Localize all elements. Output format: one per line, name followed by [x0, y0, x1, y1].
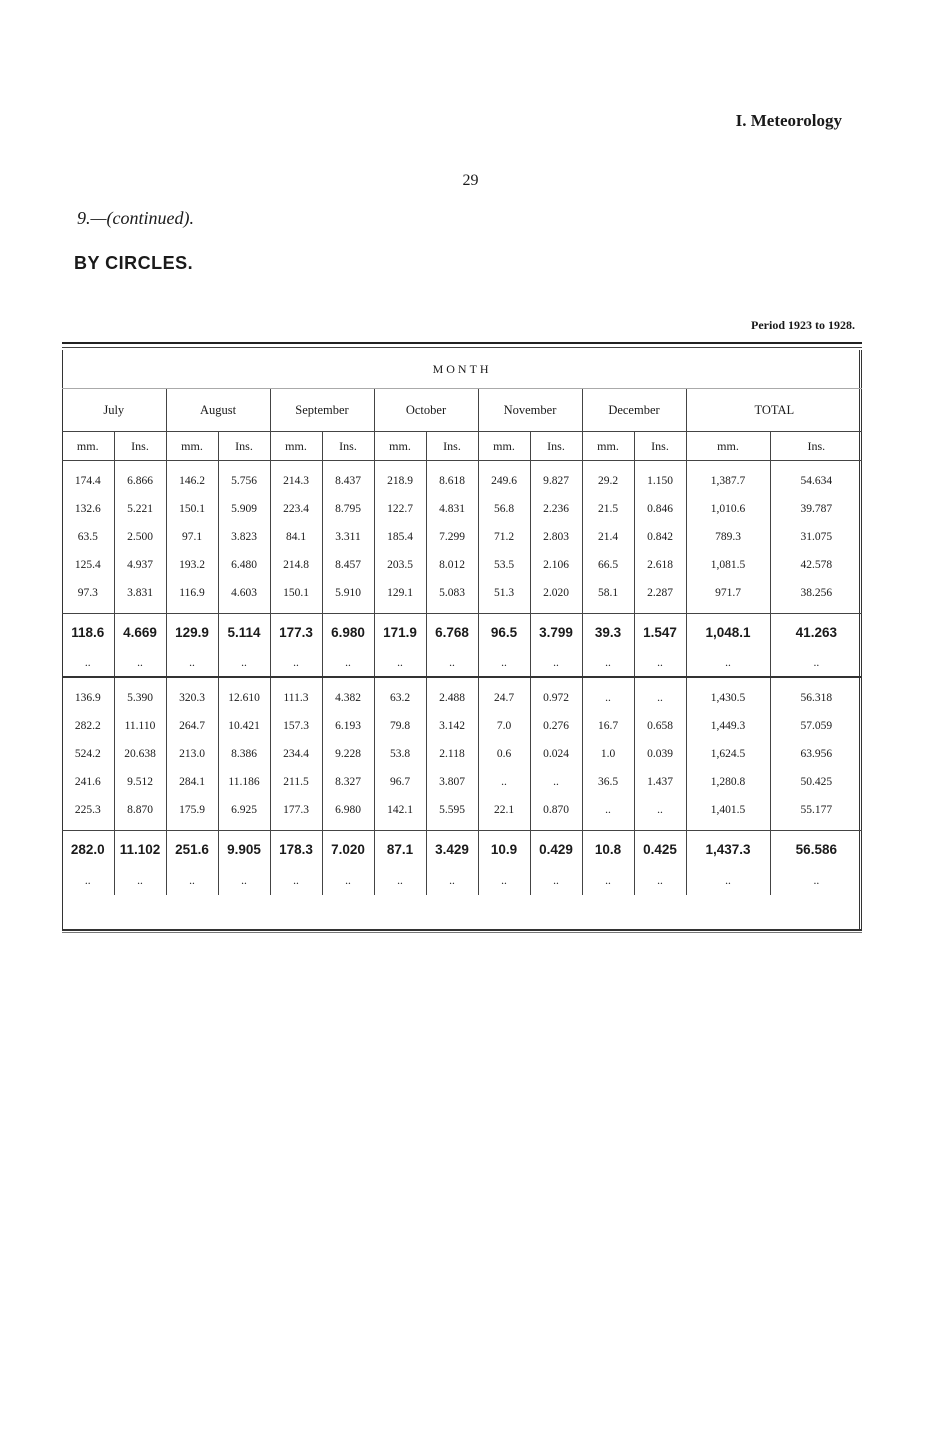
table-cell: 3.142	[426, 712, 478, 740]
table-cell: 21.4	[582, 523, 634, 551]
table-cell: 58.1	[582, 579, 634, 607]
table-cell: ..	[634, 796, 686, 824]
table-cell: ..	[322, 867, 374, 895]
table-cell: 29.2	[582, 467, 634, 495]
spacer-cell	[270, 677, 322, 684]
table-cell: 3.807	[426, 768, 478, 796]
table-cell: 0.429	[530, 831, 582, 868]
table-bottom-rule-inner	[62, 932, 862, 933]
table-cell: 31.075	[770, 523, 862, 551]
table-cell: ..	[426, 867, 478, 895]
table-cell: 0.6	[478, 740, 530, 768]
table-cell: ..	[374, 867, 426, 895]
table-cell: 6.480	[218, 551, 270, 579]
table-cell: 1.150	[634, 467, 686, 495]
spacer-cell	[62, 677, 114, 684]
table-cell: 9.905	[218, 831, 270, 868]
table-cell: 3.823	[218, 523, 270, 551]
table-cell: 9.228	[322, 740, 374, 768]
table-cell: 0.024	[530, 740, 582, 768]
spacer-row	[62, 677, 862, 684]
spacer-cell	[770, 677, 862, 684]
table-cell: ..	[530, 768, 582, 796]
table-number: 9.—(continued).	[77, 208, 194, 228]
table-cell: 8.618	[426, 467, 478, 495]
table-cell: 241.6	[74, 776, 101, 788]
unit-label: Ins.	[114, 432, 166, 461]
month-header: MONTH	[62, 350, 862, 389]
table-cell: 2.118	[426, 740, 478, 768]
table-cell: ..	[374, 650, 426, 677]
table-cell: 213.0	[166, 740, 218, 768]
table-cell: 2.803	[530, 523, 582, 551]
table-cell: ..	[530, 867, 582, 895]
table-cell: 118.6	[62, 614, 114, 651]
table-cell: ..	[426, 650, 478, 677]
table-top-rule	[62, 342, 862, 344]
spacer-cell	[582, 677, 634, 684]
table-cell: 63.956	[770, 740, 862, 768]
table-cell: ..	[686, 867, 770, 895]
table-row	[62, 467, 862, 495]
table-cell: 53.5	[478, 551, 530, 579]
month-label: September	[270, 389, 374, 432]
table-cell: 175.9	[166, 796, 218, 824]
table-cell: 9.512	[114, 768, 166, 796]
table-row	[62, 684, 862, 712]
table-cell: 36.5	[582, 768, 634, 796]
table-cell: 2.618	[634, 551, 686, 579]
unit-label: mm.	[166, 432, 218, 461]
table-cell: 8.870	[114, 796, 166, 824]
table-cell: 8.457	[322, 551, 374, 579]
table-cell: 96.7	[374, 768, 426, 796]
month-header-row	[62, 350, 862, 389]
spacer-cell	[426, 677, 478, 684]
table-cell: 2.106	[530, 551, 582, 579]
table-cell: 24.7	[478, 684, 530, 712]
table-cell: 116.9	[166, 579, 218, 607]
table-cell: 2.236	[530, 495, 582, 523]
table-cell: 8.795	[322, 495, 374, 523]
table-cell: 51.3	[478, 579, 530, 607]
table-cell: 41.263	[770, 614, 862, 651]
table-cell: 971.7	[686, 579, 770, 607]
table-cell: 6.866	[114, 467, 166, 495]
table-cell: 4.603	[218, 579, 270, 607]
month-label: October	[374, 389, 478, 432]
table-cell: 264.7	[166, 712, 218, 740]
spacer-cell	[374, 677, 426, 684]
table-cell: 320.3	[166, 684, 218, 712]
table-cell: 150.1	[166, 495, 218, 523]
table-cell: 39.3	[582, 614, 634, 651]
table-cell: 4.382	[322, 684, 374, 712]
spacer-cell	[634, 677, 686, 684]
months-row	[62, 389, 862, 432]
table-cell: 1.437	[634, 768, 686, 796]
table-cell: 789.3	[686, 523, 770, 551]
unit-label: Ins.	[322, 432, 374, 461]
table-cell: 1,010.6	[686, 495, 770, 523]
table-row	[62, 523, 862, 551]
table-cell: 50.425	[770, 768, 862, 796]
table-cell: 122.7	[374, 495, 426, 523]
month-label: December	[582, 389, 686, 432]
table-cell: 2.500	[114, 523, 166, 551]
table-cell: ..	[270, 867, 322, 895]
table-cell: 22.1	[478, 796, 530, 824]
unit-label: Ins.	[770, 432, 862, 461]
table-bottom-rule	[62, 929, 862, 931]
table-cell: 5.390	[114, 684, 166, 712]
table-cell: 177.3	[270, 614, 322, 651]
spacer-cell	[114, 677, 166, 684]
table-cell: 87.1	[374, 831, 426, 868]
table-cell: 6.925	[218, 796, 270, 824]
table-cell: 97.3	[77, 587, 98, 599]
table-cell: 6.193	[322, 712, 374, 740]
unit-label: mm.	[374, 432, 426, 461]
table-cell: 53.8	[374, 740, 426, 768]
table-cell: 8.386	[218, 740, 270, 768]
table-cell: ..	[478, 867, 530, 895]
spacer-cell	[530, 677, 582, 684]
table-cell: 146.2	[166, 467, 218, 495]
table-cell: 129.1	[374, 579, 426, 607]
table-cell: 55.177	[770, 796, 862, 824]
table-cell: ..	[686, 650, 770, 677]
table-cell: 1,437.3	[686, 831, 770, 868]
table-cell: 225.3	[74, 804, 101, 816]
spacer-cell	[166, 677, 218, 684]
table-cell: 11.186	[218, 768, 270, 796]
table-cell: 16.7	[582, 712, 634, 740]
table-cell: ..	[634, 867, 686, 895]
table-cell: 0.425	[634, 831, 686, 868]
table-cell: ..	[478, 650, 530, 677]
units-row	[62, 432, 862, 461]
spacer-cell	[322, 677, 374, 684]
page-number: 29	[462, 172, 479, 189]
table-cell: 203.5	[374, 551, 426, 579]
unit-label: mm.	[62, 432, 114, 461]
table-row	[62, 495, 862, 523]
table-cell: 8.327	[322, 768, 374, 796]
table-row	[62, 712, 862, 740]
table-cell: ..	[218, 650, 270, 677]
table-cell: 111.3	[270, 684, 322, 712]
month-label: August	[166, 389, 270, 432]
table-cell: 218.9	[374, 467, 426, 495]
table-cell: 5.909	[218, 495, 270, 523]
table-cell: 71.2	[478, 523, 530, 551]
table-cell: 4.669	[114, 614, 166, 651]
unit-label: Ins.	[218, 432, 270, 461]
table-cell: 20.638	[114, 740, 166, 768]
table-cell: 5.910	[322, 579, 374, 607]
dots-row	[62, 867, 862, 895]
table-cell: 3.831	[114, 579, 166, 607]
table-cell: 79.8	[374, 712, 426, 740]
table-cell: 10.421	[218, 712, 270, 740]
table-cell: 1,081.5	[686, 551, 770, 579]
table-cell: 7.020	[322, 831, 374, 868]
table-cell: 38.256	[770, 579, 862, 607]
table-cell: 2.488	[426, 684, 478, 712]
table-cell: 9.827	[530, 467, 582, 495]
table-cell: 1.0	[582, 740, 634, 768]
table-row	[62, 740, 862, 768]
unit-label: mm.	[686, 432, 770, 461]
table-cell: 193.2	[166, 551, 218, 579]
table-cell: 5.083	[426, 579, 478, 607]
table-cell: ..	[478, 768, 530, 796]
table-cell: 97.1	[166, 523, 218, 551]
spacer-cell	[218, 677, 270, 684]
table-row	[62, 768, 862, 796]
table-row	[62, 579, 862, 607]
table-cell: 0.870	[530, 796, 582, 824]
table-cell: 2.020	[530, 579, 582, 607]
table-cell: 211.5	[270, 768, 322, 796]
unit-label: Ins.	[530, 432, 582, 461]
table-cell: 0.842	[634, 523, 686, 551]
table-body	[62, 350, 862, 895]
table-cell: ..	[114, 650, 166, 677]
table-cell: 214.8	[270, 551, 322, 579]
table-cell: 3.799	[530, 614, 582, 651]
unit-label: mm.	[270, 432, 322, 461]
table-cell: 0.276	[530, 712, 582, 740]
table-cell: 524.2	[74, 748, 101, 760]
table-cell: ..	[218, 867, 270, 895]
unit-label: mm.	[582, 432, 634, 461]
table-cell: 11.110	[114, 712, 166, 740]
table-cell: 251.6	[166, 831, 218, 868]
table-row	[62, 551, 862, 579]
mean-row	[62, 831, 862, 868]
table-cell: 1,430.5	[686, 684, 770, 712]
table-cell: 282.2	[74, 720, 101, 732]
table-cell: 125.4	[74, 559, 101, 571]
table-cell: 214.3	[270, 467, 322, 495]
table-cell: ..	[770, 867, 862, 895]
table-cell: ..	[530, 650, 582, 677]
table-cell: 8.012	[426, 551, 478, 579]
table-cell: ..	[62, 650, 114, 677]
table-cell: 4.937	[114, 551, 166, 579]
month-label: July	[62, 389, 166, 432]
period-label: Period 1923 to 1928.	[751, 318, 855, 332]
table-cell: ..	[770, 650, 862, 677]
table-cell: ..	[634, 650, 686, 677]
table-cell: ..	[166, 867, 218, 895]
table-top-rule-inner	[62, 347, 862, 348]
unit-label: mm.	[478, 432, 530, 461]
dots-row	[62, 650, 862, 677]
table-cell: 3.429	[426, 831, 478, 868]
table-cell: 63.2	[374, 684, 426, 712]
table-cell: 142.1	[374, 796, 426, 824]
table-cell: 39.787	[770, 495, 862, 523]
table-cell: ..	[114, 867, 166, 895]
table-cell: 132.6	[74, 503, 101, 515]
table-cell: 2.287	[634, 579, 686, 607]
table-cell: 5.114	[218, 614, 270, 651]
table-cell: 1,048.1	[686, 614, 770, 651]
table-cell: 1,624.5	[686, 740, 770, 768]
table-cell: 7.0	[478, 712, 530, 740]
table-cell: 10.8	[582, 831, 634, 868]
spacer-cell	[478, 677, 530, 684]
table-cell: ..	[582, 684, 634, 712]
table-cell: 5.595	[426, 796, 478, 824]
table-cell: 129.9	[166, 614, 218, 651]
table-row	[62, 796, 862, 824]
table-cell: 54.634	[770, 467, 862, 495]
table-cell: 0.658	[634, 712, 686, 740]
table-cell: 6.980	[322, 796, 374, 824]
table-cell: 3.311	[322, 523, 374, 551]
table-cell: 157.3	[270, 712, 322, 740]
month-label: November	[478, 389, 582, 432]
table-cell: ..	[582, 650, 634, 677]
table-cell: 96.5	[478, 614, 530, 651]
table-cell: 42.578	[770, 551, 862, 579]
table-cell: 0.039	[634, 740, 686, 768]
table-cell: 5.221	[114, 495, 166, 523]
table-cell: 223.4	[270, 495, 322, 523]
table-cell: ..	[582, 867, 634, 895]
table-cell: 1,387.7	[686, 467, 770, 495]
rainfall-table	[62, 350, 862, 895]
table-cell: 4.831	[426, 495, 478, 523]
table-cell: ..	[634, 684, 686, 712]
table-cell: 6.768	[426, 614, 478, 651]
table-cell: 63.5	[77, 531, 98, 543]
table-cell: 177.3	[270, 796, 322, 824]
table-cell: 234.4	[270, 740, 322, 768]
table-cell: 21.5	[582, 495, 634, 523]
table-cell: 185.4	[374, 523, 426, 551]
spacer-cell	[686, 677, 770, 684]
table-cell: 8.437	[322, 467, 374, 495]
table-cell: 150.1	[270, 579, 322, 607]
table-cell: 178.3	[270, 831, 322, 868]
table-cell: 12.610	[218, 684, 270, 712]
table-cell: 249.6	[478, 467, 530, 495]
table-cell: ..	[84, 875, 91, 887]
table-cell: 56.318	[770, 684, 862, 712]
unit-label: Ins.	[426, 432, 478, 461]
section-title: I. Meteorology	[735, 111, 842, 130]
table-cell: 84.1	[270, 523, 322, 551]
table-cell: 1,280.8	[686, 768, 770, 796]
table-cell: 1,401.5	[686, 796, 770, 824]
table-cell: 1,449.3	[686, 712, 770, 740]
table-cell: ..	[270, 650, 322, 677]
mean-row	[62, 614, 862, 651]
table-cell: 7.299	[426, 523, 478, 551]
table-cell: 1.547	[634, 614, 686, 651]
table-cell: 11.102	[114, 831, 166, 868]
table-cell: 57.059	[770, 712, 862, 740]
unit-label: Ins.	[634, 432, 686, 461]
table-cell: 0.972	[530, 684, 582, 712]
table-cell: ..	[166, 650, 218, 677]
table-cell: 171.9	[374, 614, 426, 651]
table-cell: 5.756	[218, 467, 270, 495]
month-label: TOTAL	[686, 389, 862, 432]
table-cell: 6.980	[322, 614, 374, 651]
table-cell: 56.586	[770, 831, 862, 868]
table-cell: 284.1	[166, 768, 218, 796]
table-cell: 56.8	[478, 495, 530, 523]
table-cell: 0.846	[634, 495, 686, 523]
table-cell: 66.5	[582, 551, 634, 579]
table-subtitle: BY CIRCLES.	[74, 253, 194, 273]
table-cell: 136.9	[74, 692, 101, 704]
table-cell: ..	[322, 650, 374, 677]
table-cell: ..	[582, 796, 634, 824]
table-cell: 10.9	[478, 831, 530, 868]
table-cell: 174.4	[74, 475, 101, 487]
table-cell: 282.0	[62, 831, 114, 868]
